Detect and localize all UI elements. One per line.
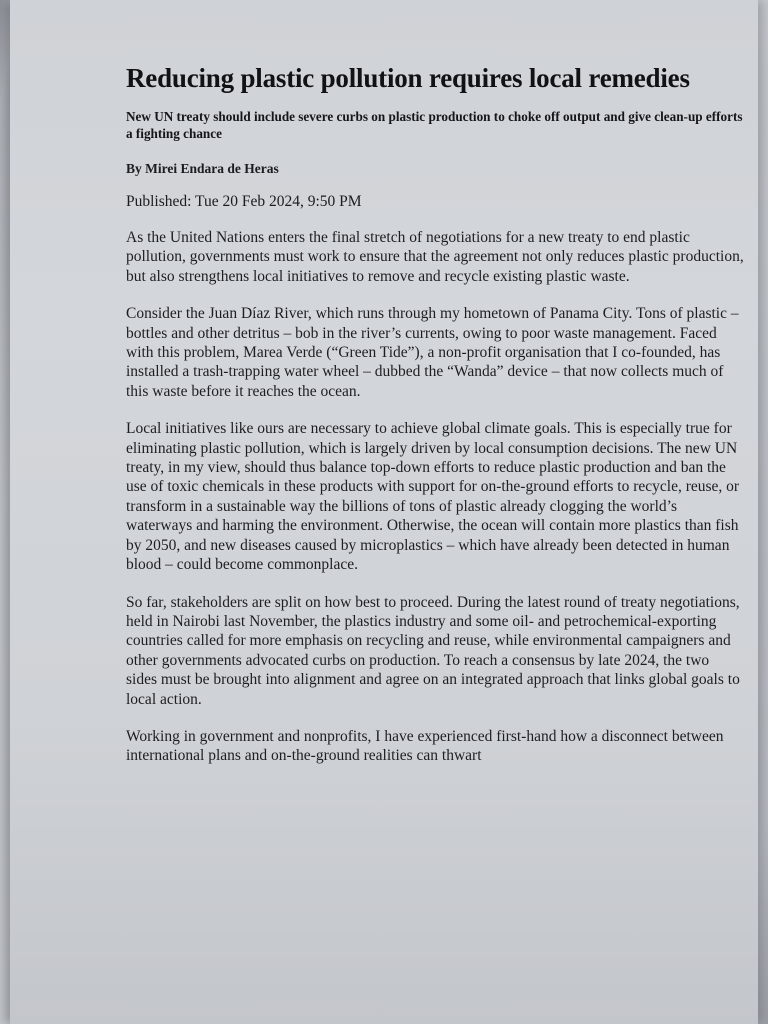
byline: By Mirei Endara de Heras [126,161,279,176]
body-paragraph-5: Working in government and nonprofits, I have experienced first-hand how a disconnect between international plans and on-the-ground realities can thwart [126,727,724,765]
published-date: Published: Tue 20 Feb 2024, 9:50 PM [126,193,362,210]
headline: Reducing plastic pollution requires local remedies [126,63,690,93]
body-paragraph-3: Local initiatives like ours are necessary to achieve global climate goals. This is especially true for eliminating plastic pollution, which is largely driven by local consumption decisions. The new UN treaty, in my view, should thus balance top-down efforts to reduce plastic production and ban the use of toxic chemicals in these products with support for on-the-ground efforts to recycle, reuse, or transform in a sustainable way the billions of tons of plastic already clogging the world’s waterways and harming the environment. Otherwise, the ocean will contain more plastics than fish by 2050, and new diseases caused by microplastics – which have already been detected in human blood – could become commonplace. [126,420,740,574]
standfirst: New UN treaty should include severe curbs on plastic production to choke off output and give clean-up efforts a fighting chance [126,109,743,141]
paper-sheet [10,0,758,1024]
body-paragraph-1: As the United Nations enters the final stretch of negotiations for a new treaty to end plastic pollution, governments must work to ensure that the agreement not only reduces plastic production, but also strengthens local initiatives to remove and recycle existing plastic waste. [126,229,744,285]
body-paragraph-2: Consider the Juan Díaz River, which runs through my hometown of Panama City. Tons of plastic – bottles and other detritus – bob in the river’s currents, owing to poor waste management. Faced with this problem, Marea Verde (“Green Tide”), a non-profit organisation that I co-founded, has installed a trash-trapping water wheel – dubbed the “Wanda” device – that now collects much of this waste before it reaches the ocean. [126,305,739,400]
body-paragraph-4: So far, stakeholders are split on how best to proceed. During the latest round of treaty negotiations, held in Nairobi last November, the plastics industry and some oil- and petrochemical-exporting countries called for more emphasis on recycling and reuse, while environmental campaigners and other governments advocated curbs on production. To reach a consensus by late 2024, the two sides must be brought into alignment and agree on an integrated approach that links global goals to local action. [126,593,740,708]
article [126,62,744,766]
